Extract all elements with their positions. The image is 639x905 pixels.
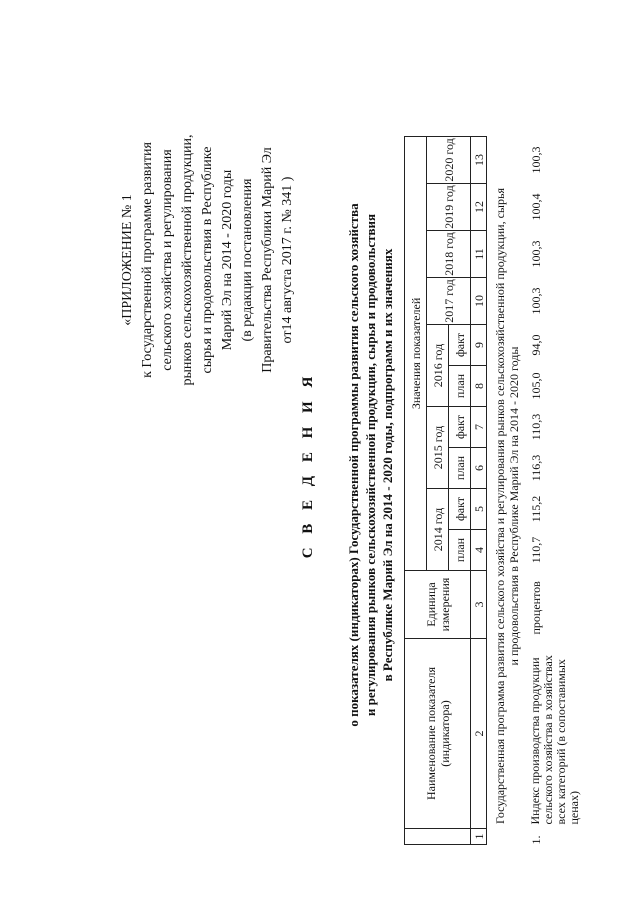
column-number: 9	[471, 325, 487, 366]
header-fact: факт	[449, 489, 471, 530]
heading-line: о показателях (индикаторах) Государственной программы развития сельского хозяйства	[346, 203, 361, 727]
indicators-table	[404, 36, 581, 845]
header-indicator-name: Наименование показателя (индикатора)	[405, 639, 471, 829]
header-year-2019: 2019 год	[427, 184, 471, 231]
column-number: 12	[471, 184, 487, 231]
appendix-block	[118, 55, 298, 465]
header-year-2017: 2017 год	[427, 278, 471, 325]
value-2014-fact: 115,2	[529, 495, 543, 523]
column-number: 8	[471, 366, 487, 407]
header-unit: Единица измерения	[405, 571, 471, 639]
header-plan: план	[449, 530, 471, 571]
header-plan: план	[449, 366, 471, 407]
column-number: 10	[471, 278, 487, 325]
value-2020: 100,3	[529, 146, 543, 174]
document-heading	[300, 95, 396, 835]
value-2019: 100,4	[529, 193, 543, 221]
value-2015-fact: 110,3	[529, 413, 543, 441]
appendix-line: к Государственной программе развития	[140, 142, 155, 378]
section-title: Государственная программа развития сельского хозяйства и регулирования рынков сельскохозяйственной продукции, сырья и продовольствия в Республике Марий Эл на 2014 - 2020 годы	[493, 188, 521, 824]
appendix-title: «ПРИЛОЖЕНИЕ № 1	[120, 194, 135, 326]
table-row	[525, 36, 581, 844]
column-number: 1	[471, 829, 487, 845]
column-number: 2	[471, 639, 487, 829]
value-2016-fact: 94,0	[529, 334, 543, 356]
value-2014-plan: 110,7	[529, 536, 543, 564]
heading-line: и регулирования рынков сельскохозяйственной продукции, сырья и продовольствия	[363, 213, 378, 717]
column-number: 7	[471, 407, 487, 448]
header-values: Значения показателей	[405, 136, 427, 570]
header-year-2018: 2018 год	[427, 231, 471, 278]
header-fact: факт	[449, 407, 471, 448]
header-year-2015: 2015 год	[427, 407, 449, 489]
column-number: 3	[471, 571, 487, 639]
value-2015-plan: 116,3	[529, 454, 543, 482]
header-year-2016: 2016 год	[427, 325, 449, 407]
row-unit: процентов	[529, 581, 543, 635]
column-number: 13	[471, 136, 487, 183]
value-2018: 100,3	[529, 240, 543, 268]
appendix-line: (в редакции постановления	[240, 178, 255, 342]
column-number: 11	[471, 231, 487, 278]
header-year-2014: 2014 год	[427, 489, 449, 571]
appendix-line: сырья и продовольствия в Республике	[200, 146, 215, 374]
appendix-line: от14 августа 2017 г. № 341 )	[280, 176, 295, 344]
appendix-line: Марий Эл на 2014 - 2020 годы	[220, 169, 235, 351]
column-number: 6	[471, 448, 487, 489]
column-number: 5	[471, 489, 487, 530]
value-2017: 100,3	[529, 287, 543, 315]
header-year-2020: 2020 год	[427, 136, 471, 183]
column-number: 4	[471, 530, 487, 571]
col-empty	[405, 829, 471, 845]
heading-line: в Республике Марий Эл на 2014 - 2020 годы, подпрограмм и их значениях	[380, 248, 395, 682]
header-fact: факт	[449, 325, 471, 366]
appendix-line: Правительства Республики Марий Эл	[260, 147, 275, 373]
header-plan: план	[449, 448, 471, 489]
appendix-line: сельского хозяйства и регулирования	[160, 149, 175, 371]
row-indicator-name: Индекс производства продукции сельского хозяйства в хозяйствах всех категорий (в сопоставимых ценах)	[528, 655, 581, 825]
row-number: 1.	[529, 835, 543, 845]
document-title: С В Е Д Е Н И Я	[300, 371, 316, 559]
value-2016-plan: 105,0	[529, 372, 543, 400]
appendix-line: рынков сельскохозяйственной продукции,	[180, 134, 195, 386]
